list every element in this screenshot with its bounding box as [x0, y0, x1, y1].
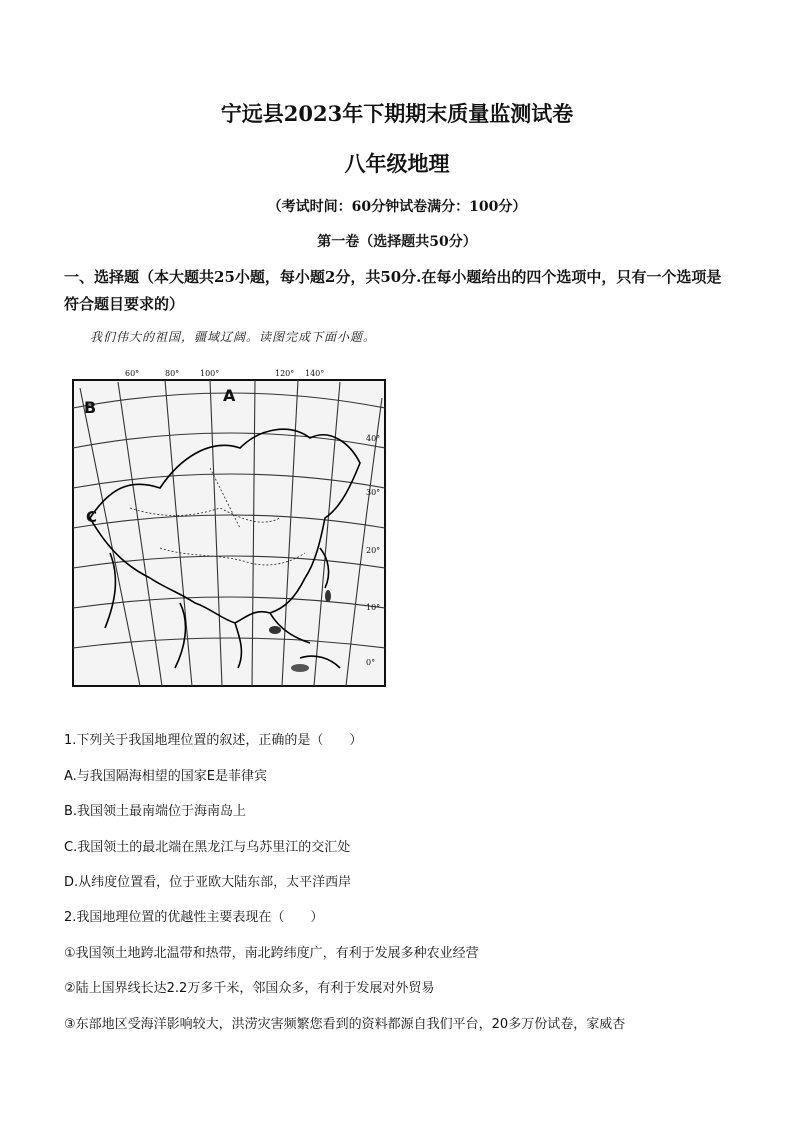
question-1-option-b[interactable]: B.我国领土最南端位于海南岛上	[64, 804, 247, 819]
question-2-statement-2: ②陆上国界线长达2.2万多千米，邻国众多，有利于发展对外贸易	[64, 981, 435, 996]
question-1-option-a[interactable]: A.与我国隔海相望的国家E是菲律宾	[64, 769, 268, 784]
lon-tick: 100°	[200, 369, 220, 378]
lat-tick: 10°	[366, 603, 381, 612]
lat-tick: 20°	[366, 546, 381, 555]
lon-tick: 140°	[305, 369, 325, 378]
question-2-stem: 2.我国地理位置的优越性主要表现在（ ）	[64, 910, 324, 925]
china-map-figure	[70, 368, 392, 690]
section-heading: 一、选择题（本大题共25小题，每小题2分，共50分.在每小题给出的四个选项中，只有一个选项是符合题目要求的）	[64, 268, 722, 313]
map-label-c: C	[86, 508, 98, 526]
map-intro-text: 我们伟大的祖国，疆域辽阔。读图完成下面小题。	[90, 330, 377, 344]
exam-title: 宁远县2023年下期期末质量监测试卷	[220, 101, 574, 126]
map-label-a: A	[223, 386, 236, 405]
lon-tick: 60°	[125, 369, 140, 378]
exam-subject: 八年级地理	[344, 151, 450, 176]
exam-part: 第一卷（选择题共50分）	[317, 234, 477, 250]
lat-tick: 0°	[366, 658, 376, 667]
question-1-option-d[interactable]: D.从纬度位置看，位于亚欧大陆东部，太平洋西岸	[64, 875, 352, 890]
question-1-stem: 1.下列关于我国地理位置的叙述，正确的是（ ）	[64, 733, 363, 748]
map-label-b: B	[84, 398, 97, 417]
map-svg	[70, 368, 392, 690]
exam-info: （考试时间：60分钟试卷满分：100分）	[267, 199, 527, 215]
lat-tick: 30°	[366, 488, 381, 497]
question-2-statement-3: ③东部地区受海洋影响较大，洪涝灾害频繁您看到的资料都源自我们平台，20多万份试卷，家威杏	[64, 1017, 626, 1032]
question-1-option-c[interactable]: C.我国领土的最北端在黑龙江与乌苏里江的交汇处	[64, 840, 351, 855]
lon-tick: 120°	[275, 369, 295, 378]
lon-tick: 80°	[165, 369, 180, 378]
lat-tick: 40°	[366, 434, 381, 443]
question-2-statement-1: ①我国领土地跨北温带和热带，南北跨纬度广，有利于发展多种农业经营	[64, 946, 479, 961]
